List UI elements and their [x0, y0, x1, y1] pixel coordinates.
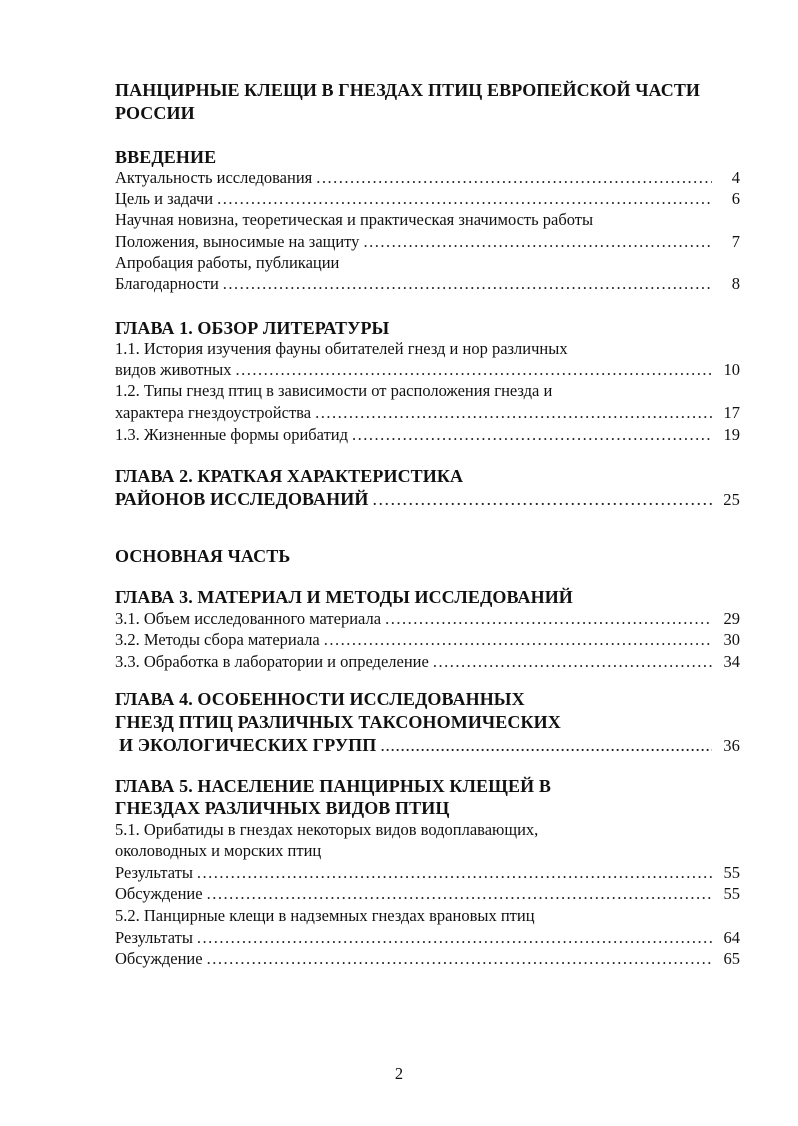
toc-entry-title: видов животных [115, 360, 232, 379]
toc-entry-title: Результаты [115, 863, 193, 882]
toc-entry [115, 168, 740, 188]
toc-entry-page: 10 [723, 360, 740, 379]
toc-entry [115, 488, 740, 511]
toc-entry-title: 5.2. Панцирные клещи в надземных гнездах врановых птиц [115, 906, 535, 925]
chapter-5-heading-line-1: ГЛАВА 5. НАСЕЛЕНИЕ ПАНЦИРНЫХ КЛЕЩЕЙ В [115, 776, 551, 796]
toc-entry-page: 4 [731, 168, 740, 187]
document-title-line-1: ПАНЦИРНЫЕ КЛЕЩИ В ГНЕЗДАХ ПТИЦ ЕВРОПЕЙСКОЙ ЧАСТИ [115, 80, 701, 100]
chapter-4-heading-line-1: ГЛАВА 4. ОСОБЕННОСТИ ИССЛЕДОВАННЫХ [115, 689, 525, 709]
toc-entry-page: 29 [723, 609, 740, 628]
toc-entry [115, 425, 740, 445]
toc-entry-title: Результаты [115, 928, 193, 947]
toc-entry-page: 25 [723, 490, 740, 509]
toc-entry-page: 64 [723, 928, 740, 947]
toc-entry [115, 360, 740, 380]
toc-entry-title: Актуальность исследования [115, 168, 313, 187]
toc-entry-page: 30 [723, 630, 740, 649]
toc-entry-page: 55 [723, 863, 740, 882]
toc-entry [115, 403, 740, 423]
toc-entry-title: Цель и задачи [115, 189, 214, 208]
toc-entry [115, 189, 740, 209]
toc-entry [115, 652, 740, 672]
toc-entry-page: 36 [723, 736, 740, 755]
intro-heading: ВВЕДЕНИЕ [115, 147, 217, 167]
toc-entry-title: Положения, выносимые на защиту [115, 232, 360, 251]
toc-entry-page: 17 [723, 403, 740, 422]
toc-entry [115, 949, 740, 969]
chapter-4-heading-line-2: ГНЕЗД ПТИЦ РАЗЛИЧНЫХ ТАКСОНОМИЧЕСКИХ [115, 712, 561, 732]
chapter-2-heading-line-2: РАЙОНОВ ИССЛЕДОВАНИЙ [115, 489, 369, 509]
toc-entry [115, 863, 740, 883]
toc-entry [115, 274, 740, 294]
main-part-heading: ОСНОВНАЯ ЧАСТЬ [115, 546, 291, 566]
toc-entry [115, 232, 740, 252]
toc-entry-title: Благодарности [115, 274, 219, 293]
toc-entry [115, 884, 740, 904]
toc-entry-title: 5.1. Орибатиды в гнездах некоторых видов водоплавающих, [115, 820, 539, 839]
toc-entry-title: Обсуждение [115, 884, 203, 903]
toc-entry-page: 65 [723, 949, 740, 968]
toc-entry-page: 34 [723, 652, 740, 671]
toc-entry-title: Научная новизна, теоретическая и практическая значимость работы [115, 210, 594, 229]
chapter-4-heading-line-3: И ЭКОЛОГИЧЕСКИХ ГРУПП [119, 735, 377, 755]
chapter-1-heading: ГЛАВА 1. ОБЗОР ЛИТЕРАТУРЫ [115, 318, 390, 338]
toc-entry-title: 3.2. Методы сбора материала [115, 630, 320, 649]
toc-entry-page: 8 [731, 274, 740, 293]
toc-entry-page: 6 [731, 189, 740, 208]
chapter-2-heading-line-1: ГЛАВА 2. КРАТКАЯ ХАРАКТЕРИСТИКА [115, 466, 464, 486]
toc-entry-page: 55 [723, 884, 740, 903]
toc-entry-page: 7 [731, 232, 740, 251]
toc-entry-title: околоводных и морских птиц [115, 841, 322, 860]
toc-entry-title: 1.3. Жизненные формы орибатид [115, 425, 349, 444]
toc-entry-title: Апробация работы, публикации [115, 253, 340, 272]
toc-entry-title: 1.2. Типы гнезд птиц в зависимости от расположения гнезда и [115, 381, 553, 400]
toc-entry-page: 19 [723, 425, 740, 444]
toc-entry-title: 1.1. История изучения фауны обитателей гнезд и нор различных [115, 339, 568, 358]
document-title-line-2: РОССИИ [115, 103, 195, 123]
toc-entry [115, 928, 740, 948]
chapter-5-heading-line-2: ГНЕЗДАХ РАЗЛИЧНЫХ ВИДОВ ПТИЦ [115, 798, 450, 818]
toc-entry [115, 734, 740, 757]
toc-entry-title: Обсуждение [115, 949, 203, 968]
chapter-3-heading: ГЛАВА 3. МАТЕРИАЛ И МЕТОДЫ ИССЛЕДОВАНИЙ [115, 587, 573, 607]
toc-entry [115, 609, 740, 629]
toc-entry-title: 3.1. Объем исследованного материала [115, 609, 382, 628]
toc-entry [115, 630, 740, 650]
page-number: 2 [394, 1064, 404, 1083]
toc-entry-title: 3.3. Обработка в лаборатории и определение [115, 652, 429, 671]
toc-entry-title: характера гнездоустройства [115, 403, 312, 422]
